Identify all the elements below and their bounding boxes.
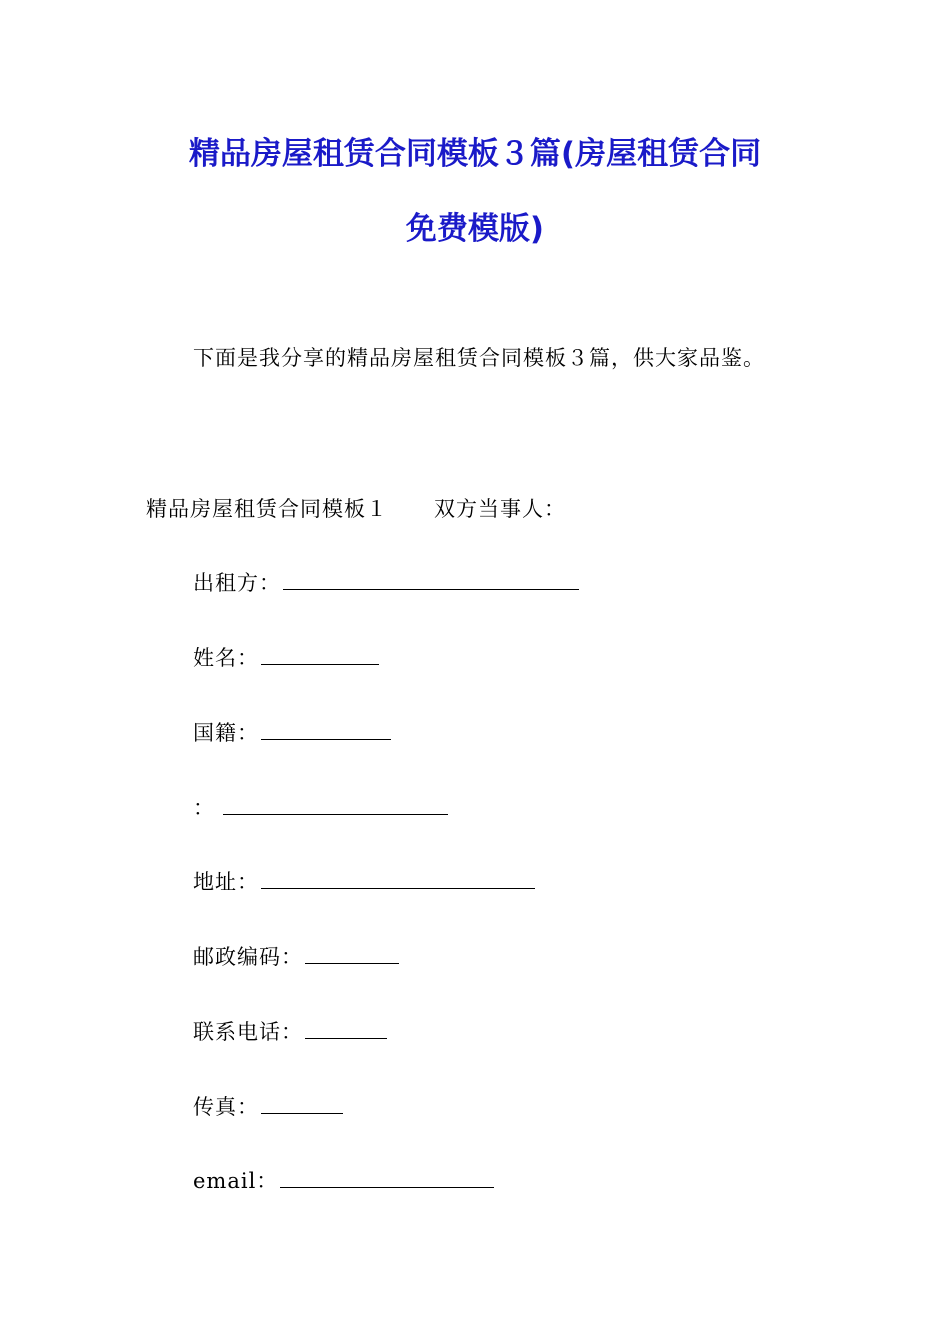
field-label: 联系电话：: [193, 1020, 303, 1044]
field-postal-code: [193, 943, 399, 971]
field-name: [193, 644, 379, 672]
field-label: 地址：: [193, 870, 259, 894]
section-heading-row: [146, 495, 566, 523]
field-nationality: [193, 719, 391, 747]
fill-in-blank: [283, 569, 579, 590]
fill-in-blank: [261, 719, 391, 740]
field-phone: [193, 1018, 387, 1046]
document-title-line-1: 精品房屋租赁合同模板３篇(房屋租赁合同: [188, 136, 762, 172]
intro-paragraph: 下面是我分享的精品房屋租赁合同模板３篇，供大家品鉴。: [193, 346, 765, 370]
fill-in-blank: [261, 1093, 343, 1114]
field-label: 出租方：: [193, 571, 281, 595]
field-label: email：: [193, 1169, 279, 1193]
section-subheading: 双方当事人：: [434, 497, 566, 521]
field-unlabeled: [193, 794, 448, 822]
field-label: 姓名：: [193, 646, 259, 670]
fill-in-blank: [223, 794, 448, 815]
field-lessor: [193, 569, 579, 597]
field-fax: [193, 1093, 343, 1121]
fill-in-blank: [261, 644, 379, 665]
section-heading: 精品房屋租赁合同模板１: [146, 497, 388, 521]
fill-in-blank: [280, 1167, 494, 1188]
fill-in-blank: [305, 1018, 387, 1039]
field-email: [193, 1167, 494, 1195]
field-label: ：: [193, 796, 215, 820]
field-label: 传真：: [193, 1095, 259, 1119]
fill-in-blank: [261, 868, 535, 889]
field-label: 国籍：: [193, 721, 259, 745]
field-label: 邮政编码：: [193, 945, 303, 969]
field-address: [193, 868, 535, 896]
document-title-line-2: 免费模版): [405, 211, 545, 247]
fill-in-blank: [305, 943, 399, 964]
